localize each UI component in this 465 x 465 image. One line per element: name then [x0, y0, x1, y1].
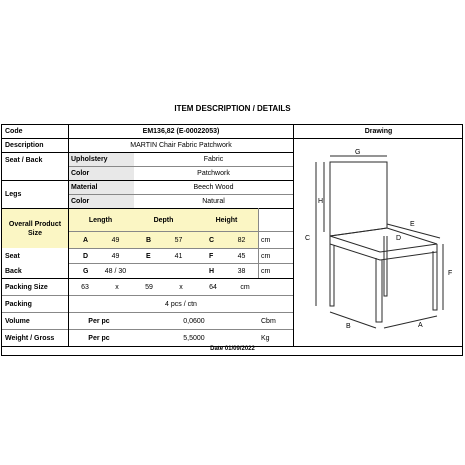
dim-row-label: Back: [5, 267, 22, 275]
packing-size-b: 59: [145, 283, 153, 291]
drawing-letter-h: H: [318, 198, 324, 205]
dim-value: 57: [162, 232, 195, 248]
height-header: Height: [195, 209, 258, 231]
volume-value: 0,0600: [183, 317, 205, 325]
dim-letter: E: [146, 252, 151, 260]
dim-letter: A: [69, 232, 99, 248]
dim-letter: F: [209, 252, 214, 260]
packing-size-unit: cm: [240, 283, 250, 291]
chair-backrest: [330, 162, 387, 236]
dim-value: 45: [237, 252, 246, 260]
legs-color-value: Natural: [202, 198, 225, 205]
drawing-letter-g: G: [355, 149, 361, 156]
document-date: Date 01/09/2022: [210, 346, 255, 352]
code-label: Code: [5, 128, 23, 135]
chair-leg: [384, 236, 387, 296]
overall-size-line1: Overall Product: [8, 220, 62, 228]
seat-back-label: Seat / Back: [5, 156, 43, 164]
drawing-letter-e: E: [410, 221, 415, 228]
drawing-letter-b: B: [346, 323, 351, 330]
dim-line-a: [384, 316, 437, 328]
packing-size-a: 63: [81, 283, 89, 291]
dim-line-b: [330, 312, 376, 328]
drawing-label: Drawing: [364, 128, 393, 135]
overall-size-line2: Size: [27, 229, 42, 237]
legs-color-label: Color: [69, 195, 134, 208]
length-header: Length: [69, 209, 132, 231]
material-value: Beech Wood: [193, 184, 234, 191]
dim-value: 49: [111, 252, 120, 260]
chair-leg: [433, 251, 437, 310]
drawing-letter-d: D: [396, 235, 402, 242]
material-label: Material: [69, 181, 134, 194]
weight-value: 5,5000: [183, 334, 205, 342]
depth-header: Depth: [132, 209, 195, 231]
drawing-letter-c: C: [305, 235, 311, 242]
chair-leg: [330, 244, 334, 306]
weight-per: Per pc: [88, 334, 110, 342]
dim-value: 48 / 30: [104, 267, 127, 275]
upholstery-value: Fabric: [203, 156, 224, 163]
packing-value: 4 pcs / ctn: [165, 300, 197, 308]
dim-letter: D: [83, 252, 89, 260]
drawing-letter-a: A: [418, 322, 423, 329]
packing-size-label: Packing Size: [5, 283, 48, 291]
drawing-letter-f: F: [448, 270, 453, 277]
dim-value: 82: [225, 232, 258, 248]
dim-letter: C: [195, 232, 225, 248]
volume-per: Per pc: [88, 317, 110, 325]
upholstery-label: Upholstery: [69, 153, 134, 166]
dim-row-label: Seat: [5, 252, 20, 260]
description-label: Description: [5, 142, 44, 149]
code-value: EM136,82 (E-00022053): [142, 128, 220, 135]
dim-unit: cm: [261, 252, 271, 260]
dim-unit: cm: [261, 236, 271, 244]
volume-unit: Cbm: [261, 317, 276, 325]
dim-value: 41: [174, 252, 183, 260]
dim-letter: H: [209, 267, 215, 275]
dim-value: 49: [99, 232, 132, 248]
packing-size-x1: x: [115, 283, 119, 291]
seat-color-label: Color: [69, 167, 134, 180]
document-heading: ITEM DESCRIPTION / DETAILS: [174, 104, 291, 113]
legs-label: Legs: [5, 191, 22, 198]
packing-label: Packing: [5, 300, 32, 308]
packing-size-x2: x: [179, 283, 183, 291]
description-value: MARTIN Chair Fabric Patchwork: [130, 142, 232, 149]
dim-value: 38: [237, 267, 246, 275]
dim-unit: cm: [261, 267, 271, 275]
packing-size-c: 64: [209, 283, 217, 291]
dim-letter: B: [132, 232, 162, 248]
seat-color-value: Patchwork: [197, 170, 230, 177]
weight-label: Weight / Gross: [5, 334, 55, 342]
volume-label: Volume: [5, 317, 30, 325]
weight-unit: Kg: [261, 334, 270, 342]
chair-leg: [376, 258, 382, 322]
dim-letter: G: [83, 267, 89, 275]
